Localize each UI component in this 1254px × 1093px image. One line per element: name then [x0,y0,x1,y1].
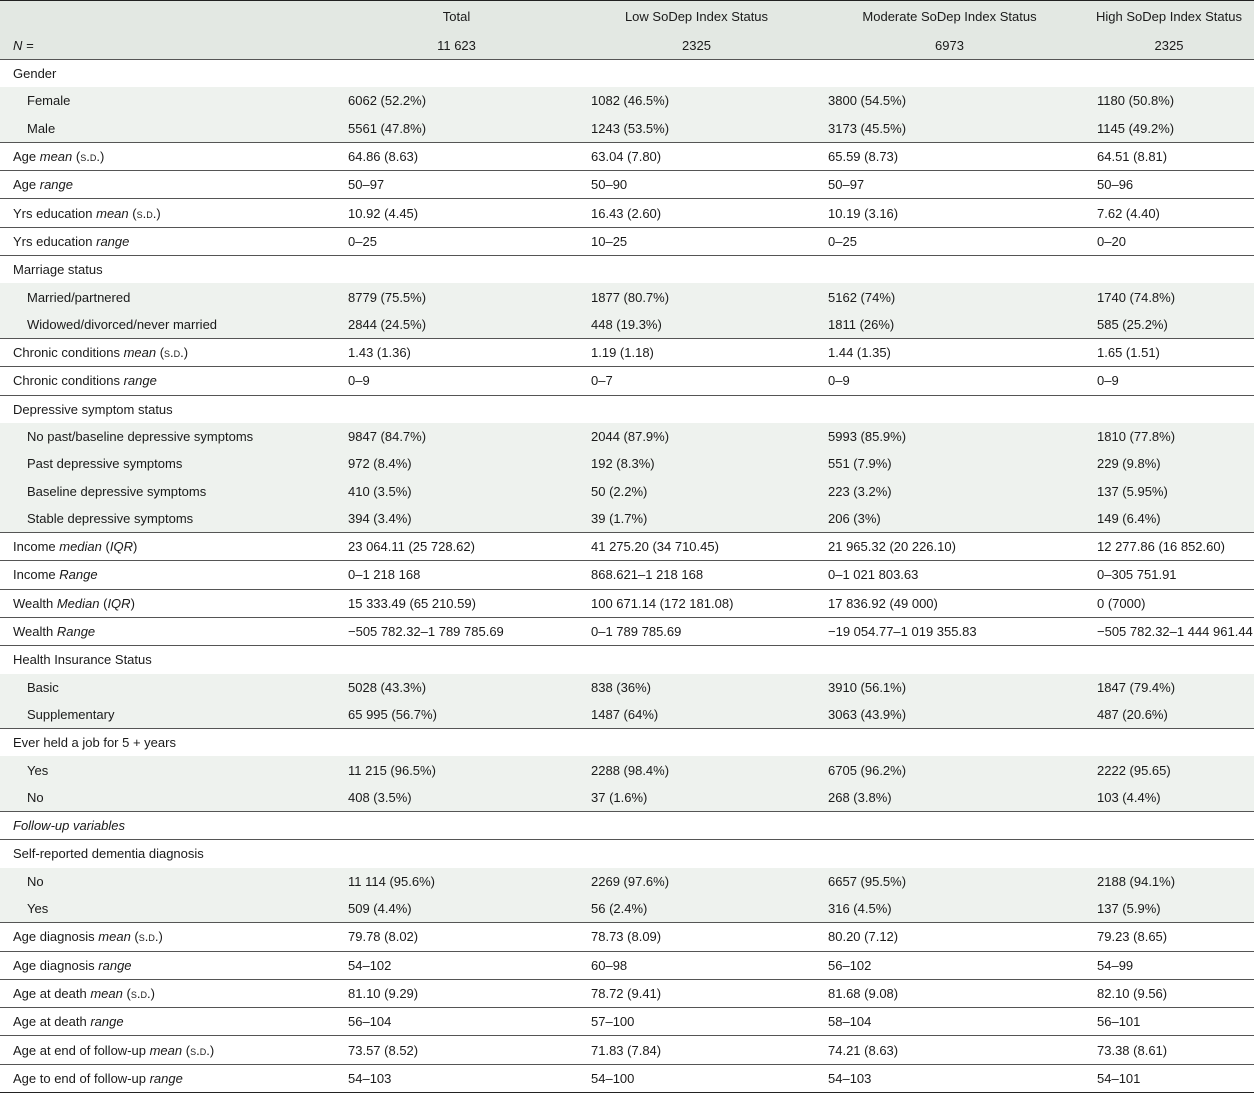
row-label-text: Age to end of follow-up [13,1070,150,1086]
cell-low [578,840,815,868]
cell-low: 448 (19.3%) [578,311,815,339]
row-label-text: Basic [27,679,59,695]
cell-low: 838 (36%) [578,674,815,701]
table-row [0,423,1254,450]
cell-low: 50–90 [578,171,815,199]
row-label-text: Wealth [13,595,57,611]
row-label-suffix: (s.d.) [128,205,161,221]
cell-low: 2269 (97.6%) [578,868,815,895]
cell-low: 56 (2.4%) [578,895,815,923]
row-label [0,1064,335,1092]
row-label [0,477,335,504]
row-label-text: Stable depressive symptoms [27,510,194,526]
cell-low: 39 (1.7%) [578,505,815,533]
cell-low: 50 (2.2%) [578,477,815,504]
cell-low: 192 (8.3%) [578,450,815,477]
cell-moderate [815,729,1084,757]
cell-low [578,729,815,757]
row-label-text: Income [13,539,60,555]
cell-high: 103 (4.4%) [1084,784,1254,812]
cell-high: 64.51 (8.81) [1084,142,1254,170]
row-label-statistic: mean [39,149,73,165]
cell-total: 23 064.11 (25 728.62) [335,533,578,561]
cell-high: 1.65 (1.51) [1084,338,1254,366]
cell-total: −505 782.32–1 789 785.69 [335,617,578,645]
table-row [0,199,1254,227]
cell-total [335,812,578,840]
cell-total: 15 333.49 (65 210.59) [335,589,578,617]
cell-high: 1180 (50.8%) [1084,87,1254,114]
cell-moderate: 316 (4.5%) [815,895,1084,923]
cell-moderate: 17 836.92 (49 000) [815,589,1084,617]
row-label [0,256,335,284]
cell-low [578,646,815,674]
row-label [0,142,335,170]
row-label-text: Age at death [13,1014,91,1030]
row-label-suffix: (s.d.) [156,345,189,361]
row-label-statistic: mean [149,1042,183,1058]
row-label [0,505,335,533]
cell-moderate: 1.44 (1.35) [815,338,1084,366]
cell-low: 10–25 [578,227,815,255]
row-label-text: Age [13,177,40,193]
row-label [0,87,335,114]
row-label-statistic: range [123,373,157,389]
cell-high [1084,729,1254,757]
cell-low: 868.621–1 218 168 [578,561,815,589]
row-label-statistic: Range [59,567,98,583]
table-row [0,646,1254,674]
cell-high: 585 (25.2%) [1084,311,1254,339]
cell-low: 78.73 (8.09) [578,923,815,951]
cell-total: 6062 (52.2%) [335,87,578,114]
row-label-statistic: range [90,1014,124,1030]
row-label-text: Gender [13,66,57,82]
cell-high: 0–20 [1084,227,1254,255]
row-label-statistic: Median [56,595,100,611]
row-label-suffix: (s.d.) [130,929,163,945]
cell-total [335,256,578,284]
cell-low: 1243 (53.5%) [578,115,815,143]
table-row [0,756,1254,783]
row-label [0,367,335,395]
cell-total: 972 (8.4%) [335,450,578,477]
row-label-statistic: median [59,539,102,555]
row-label [0,617,335,645]
row-label [0,115,335,143]
row-label [0,674,335,701]
sample-size-total: 11 623 [335,31,578,60]
table-row [0,367,1254,395]
table-row [0,142,1254,170]
cell-low: 78.72 (9.41) [578,979,815,1007]
cell-low: 1877 (80.7%) [578,283,815,310]
cell-moderate: 3800 (54.5%) [815,87,1084,114]
cell-moderate: 80.20 (7.12) [815,923,1084,951]
cell-high: 1847 (79.4%) [1084,674,1254,701]
row-label-text: Supplementary [27,706,115,722]
row-label [0,895,335,923]
cell-low: 100 671.14 (172 181.08) [578,589,815,617]
cell-moderate [815,812,1084,840]
table-row [0,256,1254,284]
cell-high: 82.10 (9.56) [1084,979,1254,1007]
row-label [0,1008,335,1036]
row-label [0,283,335,310]
cell-total: 10.92 (4.45) [335,199,578,227]
table-row [0,674,1254,701]
row-label-statistic: mean [96,205,129,221]
table-row [0,395,1254,423]
row-label-statistic: mean [123,345,157,361]
table-row [0,729,1254,757]
cell-high: 0–9 [1084,367,1254,395]
row-label-text: Health Insurance Status [13,652,152,668]
cell-high: 54–99 [1084,951,1254,979]
cell-moderate: 0–1 021 803.63 [815,561,1084,589]
cell-high: 1740 (74.8%) [1084,283,1254,310]
cell-high [1084,646,1254,674]
cell-high: 2222 (95.65) [1084,756,1254,783]
cell-total: 5561 (47.8%) [335,115,578,143]
cell-moderate: 5993 (85.9%) [815,423,1084,450]
row-label-suffix: (IQR) [99,595,135,611]
row-label-text: Age at death [13,985,91,1001]
column-header-low: Low SoDep Index Status [578,1,815,32]
row-label-suffix: (IQR) [101,539,138,555]
row-label-statistic: range [96,233,130,249]
cell-total [335,60,578,88]
row-label [0,60,335,88]
cell-low: 16.43 (2.60) [578,199,815,227]
row-label [0,423,335,450]
column-header-total: Total [335,1,578,32]
table-row [0,171,1254,199]
table-row [0,227,1254,255]
cell-total: 8779 (75.5%) [335,283,578,310]
row-label-statistic: Follow-up variables [13,818,125,834]
cell-total: 408 (3.5%) [335,784,578,812]
cell-moderate: 74.21 (8.63) [815,1036,1084,1064]
cell-total: 50–97 [335,171,578,199]
sample-size-row [0,31,1254,60]
cell-moderate: 54–103 [815,1064,1084,1092]
cell-high: 7.62 (4.40) [1084,199,1254,227]
row-label-text: Marriage status [13,262,103,278]
cell-high [1084,256,1254,284]
cell-low [578,812,815,840]
cell-total: 56–104 [335,1008,578,1036]
column-header-moderate: Moderate SoDep Index Status [815,1,1084,32]
table-row [0,868,1254,895]
cell-moderate: 58–104 [815,1008,1084,1036]
row-label-text: Age diagnosis [13,929,99,945]
cell-low: 41 275.20 (34 710.45) [578,533,815,561]
table-row [0,311,1254,339]
cell-high: 79.23 (8.65) [1084,923,1254,951]
row-label-text: Yes [27,901,49,917]
table-row [0,784,1254,812]
column-header-high: High SoDep Index Status [1084,1,1254,32]
cell-high [1084,395,1254,423]
cell-total: 73.57 (8.52) [335,1036,578,1064]
cell-high: 73.38 (8.61) [1084,1036,1254,1064]
cell-moderate: 223 (3.2%) [815,477,1084,504]
cell-total: 11 215 (96.5%) [335,756,578,783]
row-label-text: Yrs education [13,205,97,221]
row-label-text: Female [27,93,71,109]
cell-low: 57–100 [578,1008,815,1036]
cell-high: 149 (6.4%) [1084,505,1254,533]
cell-high [1084,60,1254,88]
row-label [0,533,335,561]
cell-low: 63.04 (7.80) [578,142,815,170]
table-row [0,589,1254,617]
row-label-text: Wealth [13,624,57,640]
row-label-text: Age at end of follow-up [13,1042,150,1058]
table-row [0,338,1254,366]
cell-low: 71.83 (7.84) [578,1036,815,1064]
row-label-text: Age diagnosis [13,957,99,973]
row-label [0,729,335,757]
sample-size-label: N = [0,31,335,60]
cell-total [335,395,578,423]
row-label [0,589,335,617]
cell-moderate: −19 054.77–1 019 355.83 [815,617,1084,645]
cell-moderate: 6657 (95.5%) [815,868,1084,895]
row-label-text: No past/baseline depressive symptoms [27,429,254,444]
table-row [0,923,1254,951]
row-label [0,450,335,477]
row-label [0,812,335,840]
table-row [0,1036,1254,1064]
cell-high: 487 (20.6%) [1084,701,1254,729]
cell-moderate: 81.68 (9.08) [815,979,1084,1007]
cell-low: 60–98 [578,951,815,979]
row-label [0,311,335,339]
row-label-text: No [27,789,44,805]
cell-moderate: 1811 (26%) [815,311,1084,339]
row-label-text: Yes [27,762,49,778]
cell-high: −505 782.32–1 444 961.44 [1084,617,1254,645]
cell-moderate: 5162 (74%) [815,283,1084,310]
cell-moderate: 50–97 [815,171,1084,199]
cell-moderate: 21 965.32 (20 226.10) [815,533,1084,561]
cell-low: 2044 (87.9%) [578,423,815,450]
row-label [0,701,335,729]
row-label-text: Past depressive symptoms [27,456,183,472]
sample-size-moderate: 6973 [815,31,1084,60]
cell-low [578,256,815,284]
cell-total: 11 114 (95.6%) [335,868,578,895]
cell-total: 509 (4.4%) [335,895,578,923]
cell-high: 137 (5.9%) [1084,895,1254,923]
table-row [0,812,1254,840]
cell-low: 0–1 789 785.69 [578,617,815,645]
cell-moderate: 56–102 [815,951,1084,979]
sample-size-high: 2325 [1084,31,1254,60]
cell-moderate: 3910 (56.1%) [815,674,1084,701]
cell-moderate [815,60,1084,88]
row-label-statistic: range [149,1070,183,1086]
cell-total: 410 (3.5%) [335,477,578,504]
cell-moderate: 551 (7.9%) [815,450,1084,477]
cell-total [335,646,578,674]
cell-low: 1487 (64%) [578,701,815,729]
cell-moderate: 0–25 [815,227,1084,255]
cell-total [335,729,578,757]
table-row [0,87,1254,114]
cell-total: 54–103 [335,1064,578,1092]
sample-size-low: 2325 [578,31,815,60]
table-row [0,701,1254,729]
row-label [0,979,335,1007]
table-header [0,1,1254,60]
table-row [0,115,1254,143]
table-row [0,617,1254,645]
table-row [0,979,1254,1007]
table-row [0,1064,1254,1092]
row-label-suffix: (s.d.) [122,985,155,1001]
row-label-text: Chronic conditions [13,345,124,361]
row-label-statistic: range [39,177,73,193]
cell-total: 65 995 (56.7%) [335,701,578,729]
row-label-text: Yrs education [13,233,97,249]
row-label [0,646,335,674]
cell-low: 1.19 (1.18) [578,338,815,366]
cell-total: 9847 (84.7%) [335,423,578,450]
row-label-text: Ever held a job for 5 + years [13,735,176,751]
row-label-statistic: range [98,957,132,973]
cell-high: 2188 (94.1%) [1084,868,1254,895]
cell-low: 1082 (46.5%) [578,87,815,114]
cell-high: 12 277.86 (16 852.60) [1084,533,1254,561]
cell-low: 0–7 [578,367,815,395]
row-label [0,923,335,951]
row-label-text: Depressive symptom status [13,401,173,417]
table-row [0,895,1254,923]
cell-moderate: 3063 (43.9%) [815,701,1084,729]
row-label-text: Chronic conditions [13,373,124,389]
cell-total: 2844 (24.5%) [335,311,578,339]
row-label [0,951,335,979]
cell-total: 1.43 (1.36) [335,338,578,366]
cell-total: 394 (3.4%) [335,505,578,533]
cell-low: 2288 (98.4%) [578,756,815,783]
cell-high [1084,812,1254,840]
row-label [0,756,335,783]
row-label [0,561,335,589]
table-row [0,533,1254,561]
row-label-suffix: (s.d.) [72,149,105,165]
table-row [0,1008,1254,1036]
cell-moderate: 0–9 [815,367,1084,395]
table-row [0,450,1254,477]
cell-total [335,840,578,868]
cell-high: 229 (9.8%) [1084,450,1254,477]
cell-high: 1810 (77.8%) [1084,423,1254,450]
cell-high: 0–305 751.91 [1084,561,1254,589]
header-corner [0,1,335,32]
row-label [0,1036,335,1064]
cell-high: 54–101 [1084,1064,1254,1092]
row-label [0,199,335,227]
header-row [0,1,1254,32]
cell-total: 81.10 (9.29) [335,979,578,1007]
table-row [0,840,1254,868]
cell-low [578,60,815,88]
row-label-suffix: (s.d.) [182,1042,215,1058]
cell-high: 1145 (49.2%) [1084,115,1254,143]
table-row [0,951,1254,979]
table-row [0,561,1254,589]
row-label [0,227,335,255]
cell-total: 5028 (43.3%) [335,674,578,701]
cell-total: 54–102 [335,951,578,979]
cell-total: 0–9 [335,367,578,395]
cell-moderate: 6705 (96.2%) [815,756,1084,783]
cell-moderate: 3173 (45.5%) [815,115,1084,143]
cell-high: 0 (7000) [1084,589,1254,617]
table-row [0,283,1254,310]
row-label [0,338,335,366]
cell-moderate [815,840,1084,868]
cell-high: 137 (5.95%) [1084,477,1254,504]
cell-total: 64.86 (8.63) [335,142,578,170]
row-label-statistic: mean [98,929,131,945]
row-label [0,868,335,895]
row-label-statistic: mean [90,985,123,1001]
row-label [0,395,335,423]
cell-high: 50–96 [1084,171,1254,199]
table-row [0,505,1254,533]
row-label [0,840,335,868]
cell-low: 37 (1.6%) [578,784,815,812]
cell-low: 54–100 [578,1064,815,1092]
cell-moderate: 10.19 (3.16) [815,199,1084,227]
cell-moderate: 65.59 (8.73) [815,142,1084,170]
row-label-text: Male [27,120,56,136]
cell-high [1084,840,1254,868]
cell-total: 79.78 (8.02) [335,923,578,951]
row-label-text: Income [13,567,60,583]
row-label-text: No [27,873,44,889]
cell-moderate: 268 (3.8%) [815,784,1084,812]
cell-moderate [815,256,1084,284]
cell-total: 0–25 [335,227,578,255]
cell-high: 56–101 [1084,1008,1254,1036]
row-label-text: Widowed/divorced/never married [27,316,218,332]
row-label-text: Married/partnered [27,289,131,305]
cell-moderate [815,395,1084,423]
row-label-text: Self-reported dementia diagnosis [13,846,204,862]
cell-moderate: 206 (3%) [815,505,1084,533]
table-row [0,477,1254,504]
row-label-statistic: Range [56,624,96,640]
row-label [0,784,335,812]
table-body [0,60,1254,1093]
cell-total: 0–1 218 168 [335,561,578,589]
table-row [0,60,1254,88]
cell-moderate [815,646,1084,674]
row-label-text: Age [13,149,40,165]
cell-low [578,395,815,423]
row-label [0,171,335,199]
row-label-text: Baseline depressive symptoms [27,483,207,499]
